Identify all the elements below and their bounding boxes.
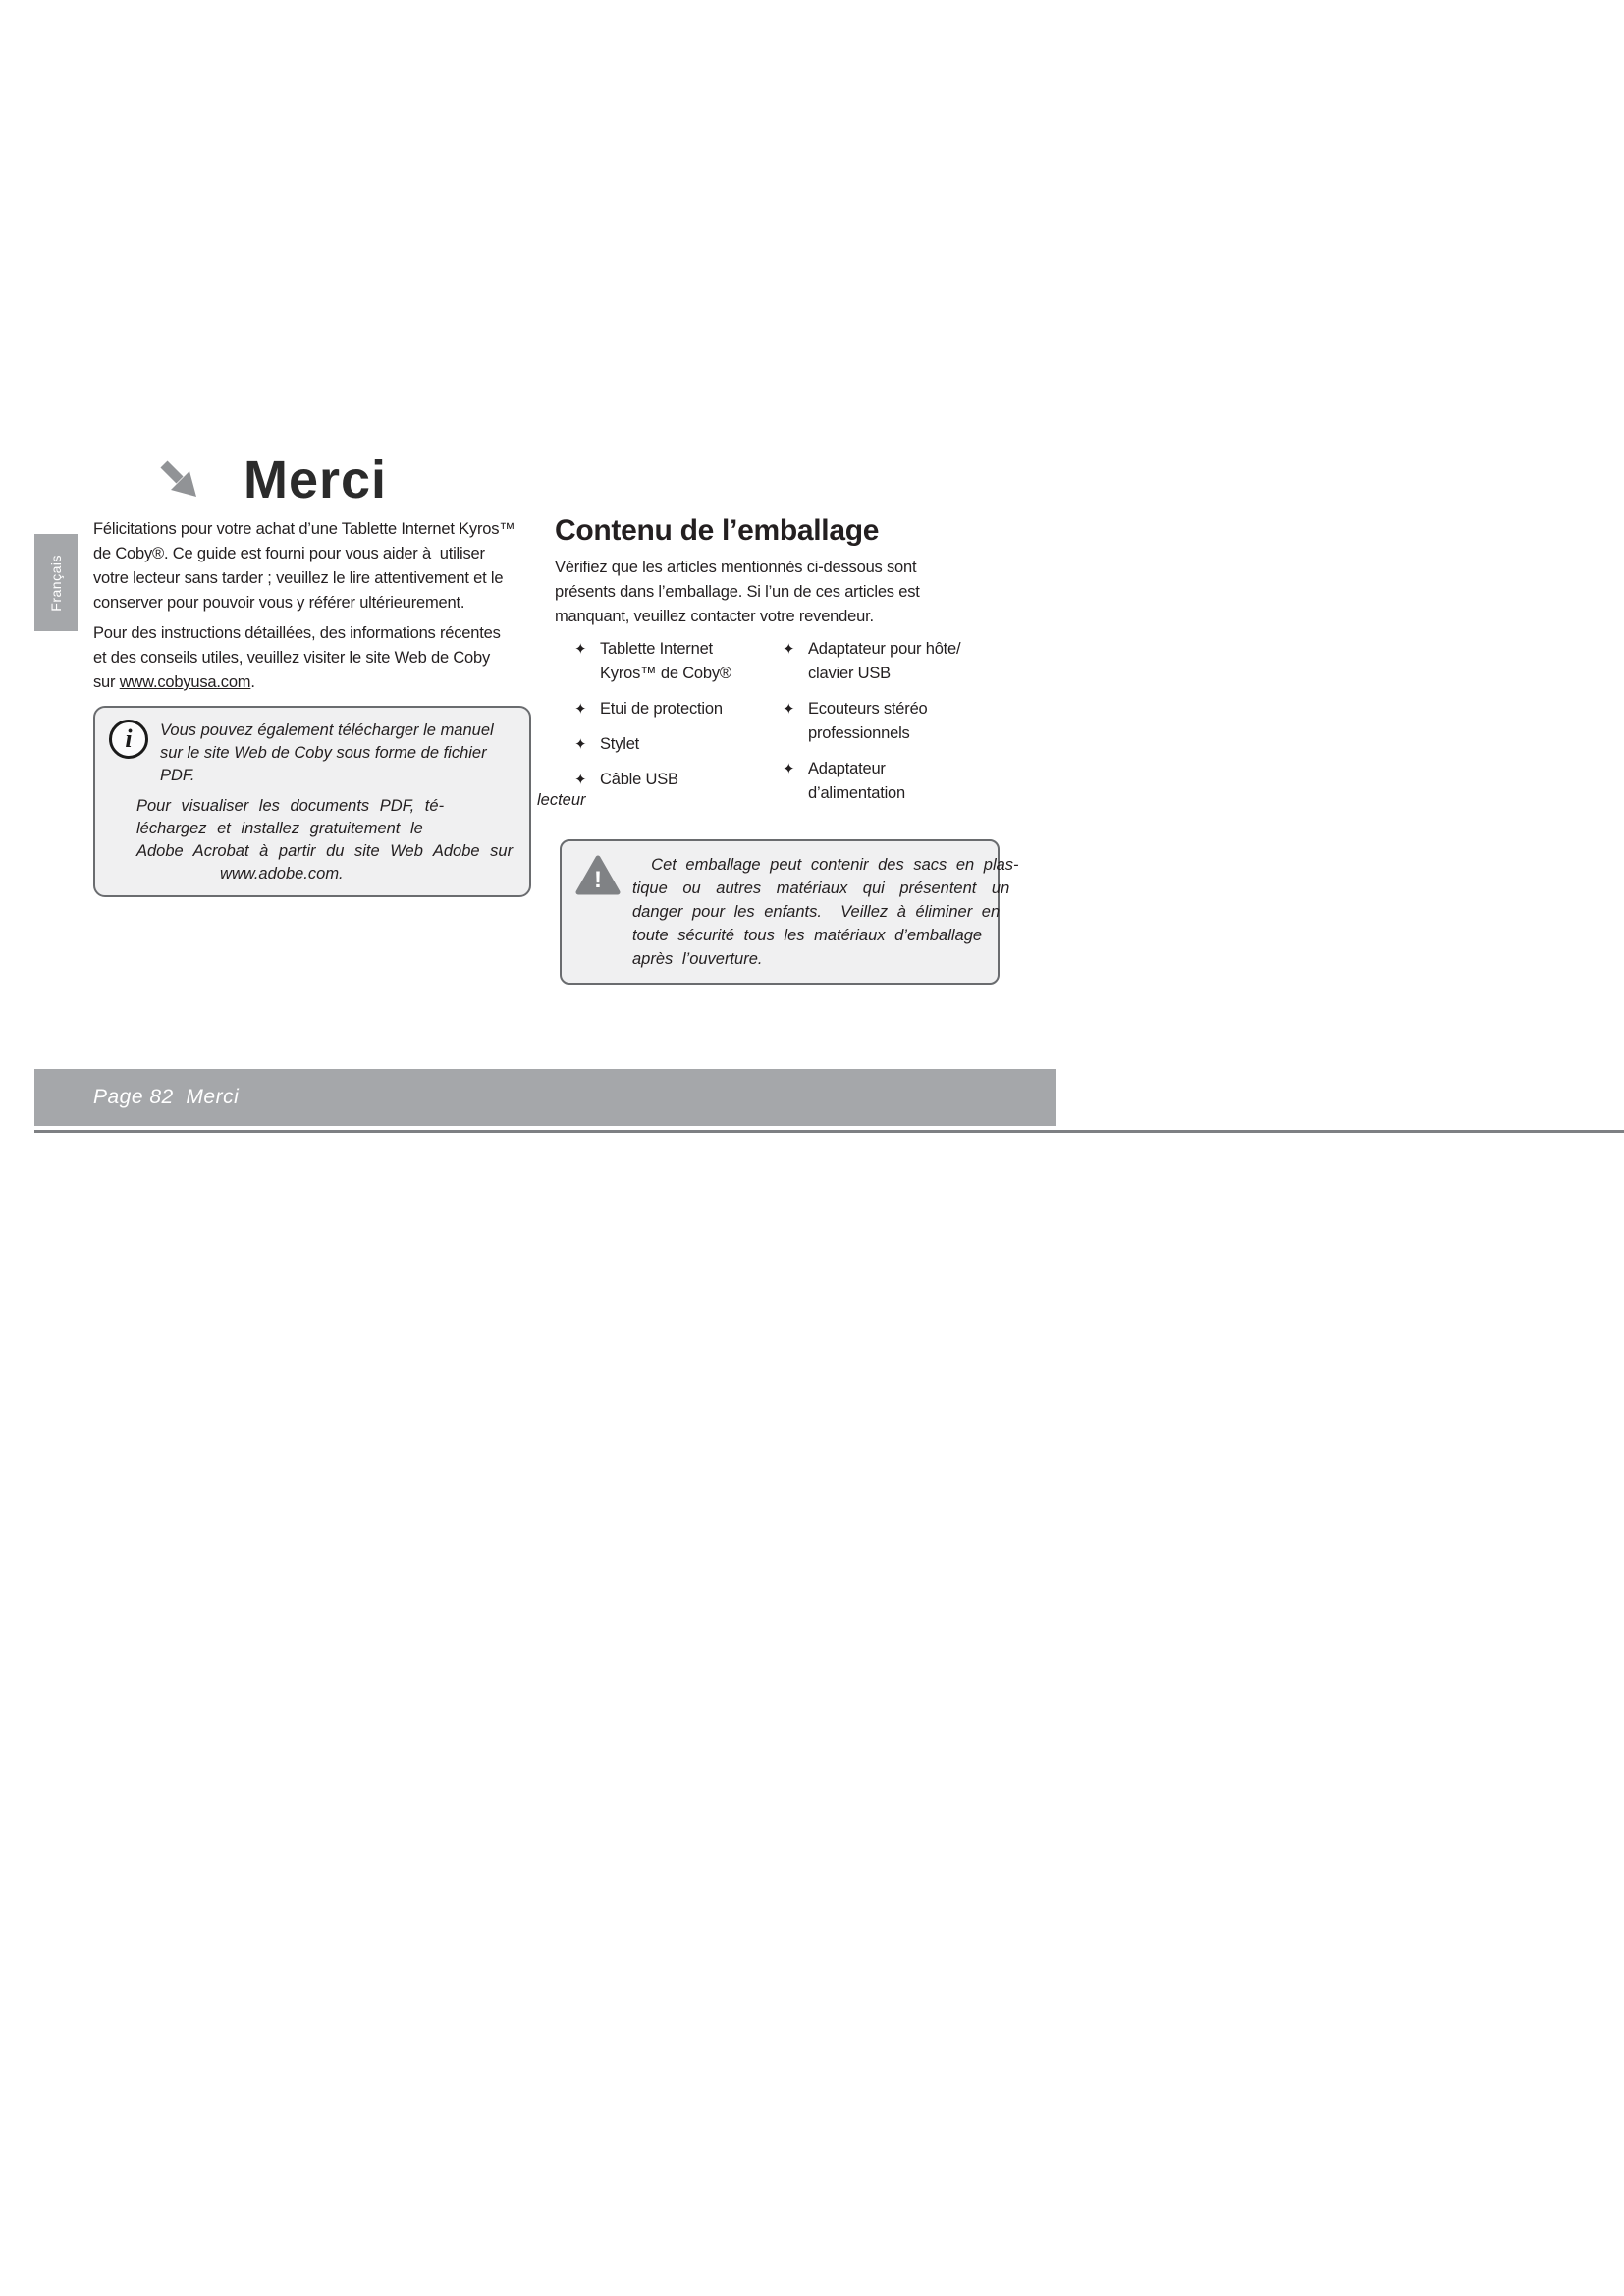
intro-paragraph-1: [93, 517, 555, 615]
paragraph-line: présents dans l’emballage. Si l’un de ces articles est: [555, 583, 920, 601]
paragraph-line: manquant, veuillez contacter votre revendeur.: [555, 608, 874, 625]
list-item-label: Adaptateur d’alimentation: [808, 760, 906, 802]
bullet-icon: ✦: [783, 641, 795, 658]
list-item: [574, 768, 783, 792]
footer-bar: [34, 1069, 1056, 1126]
info-note-box: [93, 706, 531, 897]
section-heading: Contenu de l’emballage: [555, 514, 880, 547]
bullet-icon: ✦: [783, 701, 795, 718]
bullet-icon: ✦: [574, 701, 587, 718]
info-icon-glyph: i: [125, 724, 133, 753]
packing-list-column-2: [783, 637, 980, 817]
footer-rule: [34, 1130, 1624, 1133]
list-item-label: Câble USB: [600, 771, 678, 788]
paragraph-line: conserver pour pouvoir vous y référer ultérieurement.: [93, 594, 465, 612]
bullet-icon: ✦: [574, 772, 587, 788]
pdf-instructions: [136, 795, 515, 885]
language-tab-label: Français: [48, 554, 64, 612]
paragraph-line: et des conseils utiles, veuillez visiter le site Web de Coby: [93, 649, 491, 667]
bullet-icon: ✦: [783, 761, 795, 777]
list-item: [783, 757, 980, 806]
left-column: [93, 517, 555, 897]
paragraph-line: Pour des instructions détaillées, des informations récentes: [93, 624, 501, 642]
adobe-website-text: www.adobe.com.: [220, 865, 344, 882]
list-item: [574, 732, 783, 757]
section-arrow-icon: [155, 455, 202, 503]
warning-line: Cet emballage peut contenir des sacs en plas-: [632, 856, 1019, 874]
coby-website-link[interactable]: www.cobyusa.com: [119, 673, 251, 691]
paragraph-line: de Coby®. Ce guide est fourni pour vous aider à utiliser: [93, 545, 485, 562]
info-note-text: [160, 718, 494, 787]
page-footer-label: Page 82 Merci: [93, 1086, 240, 1108]
warning-line: toute sécurité tous les matériaux d’emballage: [632, 927, 983, 944]
list-item-label: Stylet: [600, 735, 640, 753]
bullet-icon: ✦: [574, 641, 587, 658]
pdf-line: Adobe Acrobat à partir du site Web Adobe sur: [136, 842, 514, 860]
note-line: Vous pouvez également télécharger le manuel: [160, 721, 494, 739]
warning-icon: [575, 855, 621, 971]
packing-list: [555, 637, 1075, 817]
list-item-label: Ecouteurs stéréo professionnels: [808, 700, 928, 742]
note-line: PDF.: [160, 767, 195, 784]
list-item-label: Tablette Internet Kyros™ de Coby®: [600, 640, 731, 682]
warning-box: [560, 839, 1019, 985]
list-item-label: Adaptateur pour hôte/ clavier USB: [808, 640, 961, 682]
list-item: [783, 697, 980, 746]
list-item: [574, 637, 783, 686]
paragraph-line: Félicitations pour votre achat d’une Tablette Internet Kyros™: [93, 520, 515, 538]
pdf-line: léchargez et installez gratuitement le: [136, 820, 423, 837]
warning-line: danger pour les enfants. Veillez à éliminer en: [632, 903, 1001, 921]
right-column: [555, 514, 1075, 817]
overflow-word: lecteur: [537, 791, 586, 809]
list-item-label: Etui de protection: [600, 700, 723, 718]
page-title: Merci: [244, 451, 388, 509]
warning-icon-glyph: !: [594, 867, 602, 893]
link-prefix: sur: [93, 673, 120, 691]
link-suffix: .: [250, 673, 255, 691]
note-line: sur le site Web de Coby sous forme de fichier: [160, 744, 487, 762]
info-icon: [109, 720, 148, 759]
paragraph-line: Vérifiez que les articles mentionnés ci-dessous sont: [555, 559, 917, 576]
paragraph-line: votre lecteur sans tarder ; veuillez le lire attentivement et le: [93, 569, 504, 587]
intro-paragraph-2: [93, 621, 555, 695]
language-tab[interactable]: [34, 534, 78, 631]
warning-line: après l’ouverture.: [632, 950, 763, 968]
paragraph-line: [93, 670, 555, 695]
list-item: [783, 637, 980, 686]
bullet-icon: ✦: [574, 736, 587, 753]
warning-line: tique ou autres matériaux qui présentent un: [632, 880, 1010, 897]
packing-list-column-1: [555, 637, 783, 817]
list-item: [574, 697, 783, 721]
pdf-line: Pour visualiser les documents PDF, té-: [136, 797, 445, 815]
warning-text: [632, 853, 1019, 971]
packing-intro: [555, 556, 1075, 629]
